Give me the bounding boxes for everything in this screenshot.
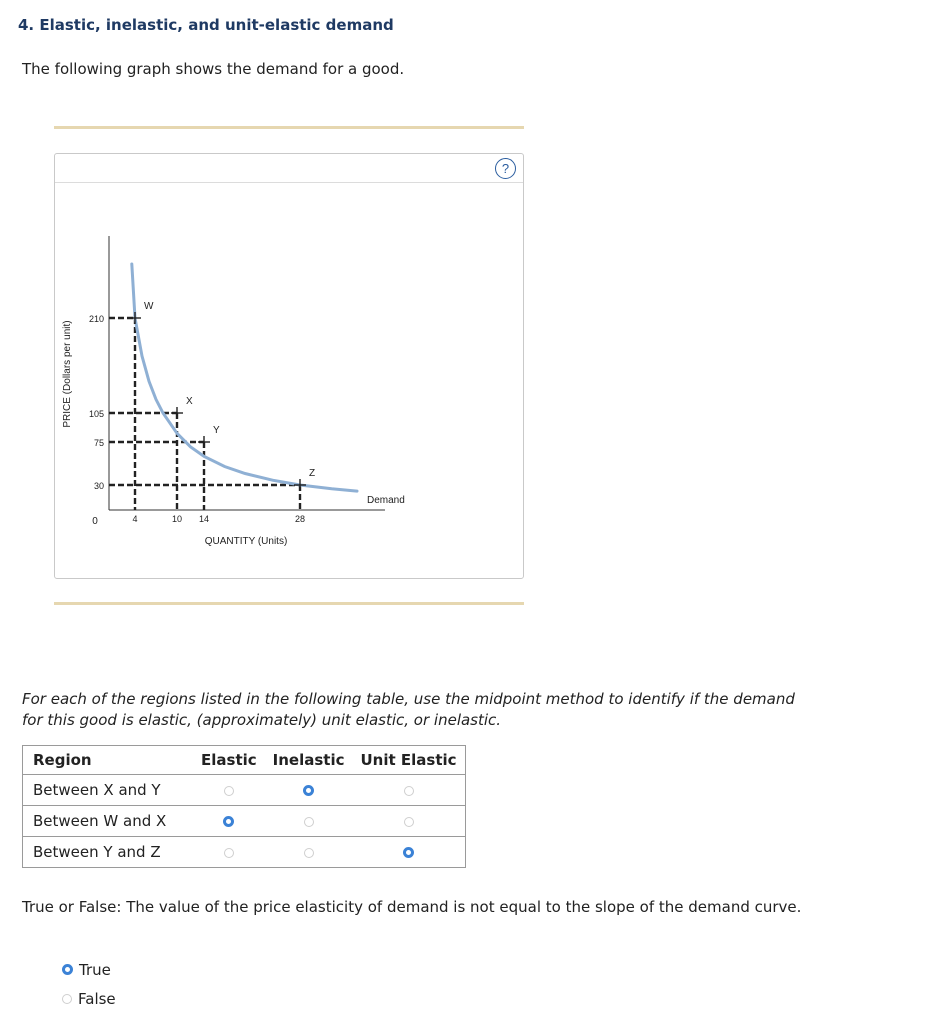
option-false[interactable] — [62, 990, 116, 1008]
axis-ticks — [89, 314, 305, 524]
inelastic-radio[interactable] — [303, 785, 314, 796]
point-label-w: W — [144, 301, 154, 312]
y-tick-label: 30 — [93, 481, 104, 491]
inelastic-radio[interactable] — [304, 848, 314, 858]
x-tick-label: 10 — [171, 514, 183, 524]
region-label: Between Y and Z — [23, 837, 194, 868]
elastic-radio[interactable] — [224, 786, 234, 796]
table-row — [23, 837, 466, 868]
instructions-text: For each of the regions listed in the following table, use the midpoint method to identify if the demand for this good is elastic, (approximately) unit elastic, or inelastic. — [22, 690, 795, 729]
table-row — [23, 806, 466, 837]
demand-label: Demand — [367, 495, 405, 507]
point-label-z: Z — [309, 468, 316, 479]
true-false-question: True or False: The value of the price elasticity of demand is not equal to the slope of the demand curve. — [22, 898, 802, 916]
elastic-radio[interactable] — [223, 816, 234, 827]
intro-text: The following graph shows the demand for a good. — [22, 60, 405, 78]
demand-curve — [132, 264, 357, 491]
elastic-cell — [193, 775, 265, 806]
unit-elastic-cell — [353, 775, 466, 806]
region-label: Between W and X — [23, 806, 194, 837]
y-tick-label: 75 — [93, 438, 104, 448]
unit-elastic-cell — [353, 806, 466, 837]
y-tick-label: 105 — [88, 409, 104, 419]
header-inelastic: Inelastic — [272, 751, 345, 769]
table-header-row — [23, 746, 466, 775]
elastic-cell — [193, 806, 265, 837]
x-axis-label: QUANTITY (Units) — [204, 536, 288, 547]
header-region: Region — [23, 746, 194, 775]
unit-elastic-radio[interactable] — [404, 817, 414, 827]
point-label-y: Y — [213, 425, 220, 436]
elasticity-table — [22, 745, 466, 868]
point-label-x: X — [186, 396, 193, 407]
elastic-cell — [193, 837, 265, 868]
inelastic-cell — [265, 775, 353, 806]
top-divider — [54, 126, 524, 129]
help-icon[interactable]: ? — [495, 158, 516, 179]
y-tick-label: 210 — [88, 314, 104, 324]
option-false-label: False — [78, 990, 116, 1008]
header-elastic: Elastic — [201, 751, 257, 769]
x-tick-label: 14 — [198, 514, 210, 524]
unit-elastic-radio[interactable] — [404, 786, 414, 796]
x-tick-label: 28 — [294, 514, 306, 524]
table-row — [23, 775, 466, 806]
demand-chart — [55, 154, 523, 578]
inelastic-cell — [265, 837, 353, 868]
origin-label: 0 — [92, 516, 98, 527]
question-title: 4. Elastic, inelastic, and unit-elastic demand — [18, 16, 394, 34]
curve-points — [129, 301, 315, 491]
option-true-label: True — [79, 961, 111, 979]
y-axis-label: PRICE (Dollars per unit) — [62, 320, 73, 428]
x-tick-label: 4 — [132, 514, 138, 524]
inelastic-radio[interactable] — [304, 817, 314, 827]
option-true[interactable] — [62, 961, 111, 979]
graph-panel — [54, 153, 524, 579]
unit-elastic-cell — [353, 837, 466, 868]
true-radio[interactable] — [62, 964, 73, 975]
elastic-radio[interactable] — [224, 848, 234, 858]
region-label: Between X and Y — [23, 775, 194, 806]
inelastic-cell — [265, 806, 353, 837]
false-radio[interactable] — [62, 994, 72, 1004]
unit-elastic-radio[interactable] — [403, 847, 414, 858]
bottom-divider — [54, 602, 524, 605]
header-unit-elastic: Unit Elastic — [353, 746, 466, 775]
